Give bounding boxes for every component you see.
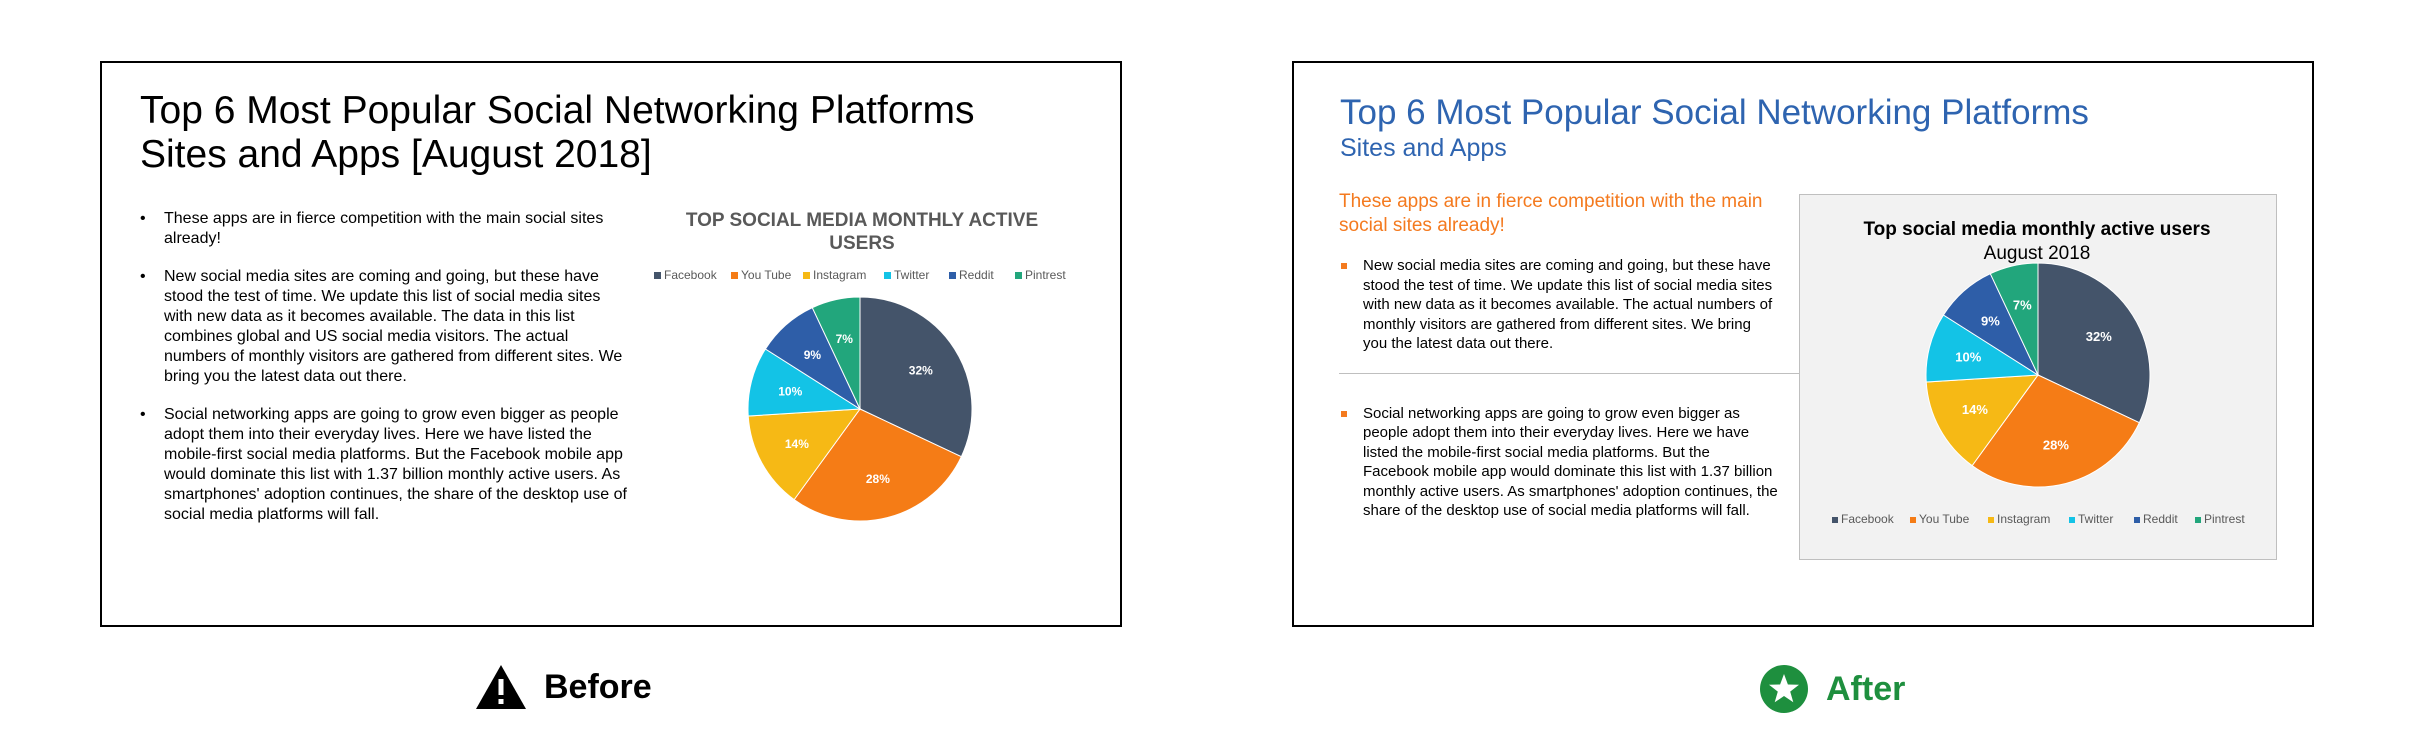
data-label: 9% (803, 348, 822, 363)
data-label: 7% (835, 331, 853, 346)
bullet-text: These apps are in fierce competition with the main social sites already! (164, 210, 604, 247)
bullet-text: New social media sites are coming and going, but these have stood the test of time. We update this list of social media sites with new data as it becomes available. The actual numbers of monthly visitors are gathered from different sites. We bring you the latest data out there. (1363, 257, 1773, 352)
chart-title: Top social media monthly active users (1863, 219, 2211, 240)
legend-swatch (1910, 517, 1916, 523)
list-item: • These apps are in fierce competition with the main social sites already! (140, 210, 604, 247)
legend-swatch (654, 272, 661, 279)
data-label: 28% (2042, 437, 2069, 453)
data-label: 28% (865, 471, 890, 486)
bullet-text: Social networking apps are going to grow even bigger as people adopt them into their everyday lives. Here we have listed the mobile-first social media platforms. But the Facebook mobile app would dominate this list with 1.37 billion monthly active users. As smartphones' adoption continues, the share of the desktop use of social media platforms will fall. (164, 406, 627, 523)
legend-swatch (731, 272, 738, 279)
legend-label: Twitter (2078, 512, 2114, 526)
warning-icon (476, 665, 526, 709)
after-pie-chart (1294, 63, 2312, 625)
legend-label: Facebook (1841, 512, 1894, 526)
legend-label: Facebook (664, 268, 717, 282)
legend-label: You Tube (1919, 512, 1970, 526)
legend-swatch (1988, 517, 1994, 523)
after-slide-subtitle: Sites and Apps (1340, 134, 1507, 162)
legend-swatch (1832, 517, 1838, 523)
list-item: • Social networking apps are going to grow even bigger as people adopt them into their everyday lives. Here we have listed the mobile-first social media platforms. But the Facebook mobile app would dominate this list with 1.37 billion monthly active users. As smartphones' adoption continues, the share of the desktop use of social media platforms will fall. (140, 406, 627, 523)
legend-label: Reddit (2143, 512, 2178, 526)
before-title-line1: Top 6 Most Popular Social Networking Platforms (140, 89, 975, 132)
data-label: 7% (2012, 297, 2032, 313)
bullet-text: Social networking apps are going to grow even bigger as people adopt them into their everyday lives. Here we have listed the mobile-first social media platforms. But the Facebook mobile app would dominate this list with 1.37 billion monthly active users. As smartphones' adoption continues, the share of the desktop use of social media platforms will fall. (1363, 404, 1778, 519)
legend-swatch (884, 272, 891, 279)
bullet-text: New social media sites are coming and going, but these have stood the test of time. We update this list of social media sites with new data as it becomes available. The data in this list combines global and US social media visitors. The actual numbers of monthly visitors are gathered from different sites. We bring you the latest data out there. (164, 268, 623, 385)
legend-label: Instagram (813, 268, 867, 282)
data-label: 32% (2085, 328, 2112, 344)
legend-swatch (803, 272, 810, 279)
before-slide (100, 61, 1122, 627)
legend-swatch (2195, 517, 2201, 523)
before-title-line2: Sites and Apps [August 2018] (140, 133, 652, 176)
data-label: 32% (908, 363, 933, 378)
list-item: • New social media sites are coming and going, but these have stood the test of time. We update this list of social media sites with new data as it becomes available. The data in this list combines global and US social media visitors. The actual numbers of monthly visitors are gathered from different sites. We bring you the latest data out there. (140, 268, 623, 385)
after-slide (1292, 61, 2314, 627)
legend-swatch (2069, 517, 2075, 523)
legend-label: Pintrest (1025, 268, 1066, 282)
legend-label: Pintrest (2204, 512, 2245, 526)
legend-swatch (2134, 517, 2140, 523)
legend-label: You Tube (741, 268, 792, 282)
star-badge-icon (1760, 665, 1808, 713)
data-label: 10% (1955, 349, 1982, 365)
before-caption-label: Before (544, 667, 652, 706)
chart-subtitle: August 2018 (1983, 243, 2091, 264)
after-slide-title: Top 6 Most Popular Social Networking Platforms (1340, 93, 2089, 132)
legend-swatch (949, 272, 956, 279)
chart-title: USERS (829, 233, 895, 254)
before-pie-chart (102, 63, 1120, 625)
data-label: 14% (784, 436, 809, 451)
after-caption-label: After (1826, 669, 1906, 708)
after-lead-text: These apps are in fierce competition with the main social sites already! (1339, 191, 1763, 236)
data-label: 9% (1980, 313, 2000, 329)
legend-label: Reddit (959, 268, 994, 282)
data-label: 10% (778, 384, 803, 399)
legend-label: Twitter (894, 268, 930, 282)
chart-title: TOP SOCIAL MEDIA MONTHLY ACTIVE (685, 210, 1039, 231)
before-caption (476, 665, 652, 709)
legend-label: Instagram (1997, 512, 2051, 526)
after-caption (1760, 665, 1905, 713)
legend-swatch (1015, 272, 1022, 279)
data-label: 14% (1961, 402, 1988, 418)
